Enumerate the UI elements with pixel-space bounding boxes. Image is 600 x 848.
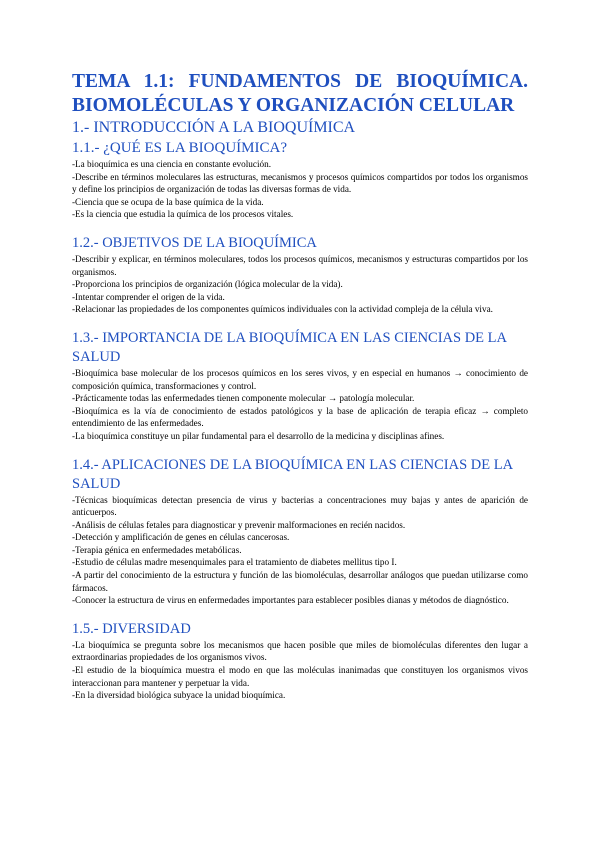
paragraph: -Técnicas bioquímicas detectan presencia de virus y bacterias a concentraciones muy bajas y antes de aparición de anticuerpos. (72, 494, 528, 518)
section-importancia (72, 329, 528, 443)
paragraph: -La bioquímica constituye un pilar fundamental para el desarrollo de la medicina y disciplinas afines. (72, 430, 445, 441)
paragraph: -Bioquímica base molecular de los procesos químicos en los seres vivos, y en especial en humanos → conocimiento de composición química, transformaciones y control. (72, 367, 528, 391)
paragraph: -Ciencia que se ocupa de la base química de la vida. (72, 196, 264, 207)
section-heading: 1.3.- IMPORTANCIA DE LA BIOQUÍMICA EN LAS CIENCIAS DE LA SALUD (72, 329, 507, 365)
paragraph: -Análisis de células fetales para diagnosticar y prevenir malformaciones en recién nacidos. (72, 519, 406, 530)
paragraph: -Proporciona los principios de organización (lógica molecular de la vida). (72, 279, 343, 290)
paragraph: -Conocer la estructura de virus en enfermedades importantes para establecer posibles dianas y métodos de diagnóstico. (72, 595, 509, 606)
section-heading: 1.2.- OBJETIVOS DE LA BIOQUÍMICA (72, 234, 317, 251)
paragraph: -Estudio de células madre mesenquimales para el tratamiento de diabetes mellitus tipo I. (72, 557, 397, 568)
section-heading: 1.1.- ¿QUÉ ES LA BIOQUÍMICA? (72, 140, 287, 156)
section-heading: 1.5.- DIVERSIDAD (72, 620, 191, 637)
paragraph: -Relacionar las propiedades de los componentes químicos individuales con la actividad compleja de la célula viva. (72, 304, 493, 315)
paragraph: -Detección y amplificación de genes en células cancerosas. (72, 532, 290, 543)
title-line-2: BIOMOLÉCULAS Y ORGANIZACIÓN CELULAR (72, 95, 515, 116)
paragraph: -Bioquímica es la vía de conocimiento de estados patológicos y la base de aplicación de terapia eficaz → completo entendimiento de las enfermedades. (72, 405, 528, 429)
paragraph: -Es la ciencia que estudia la química de los procesos vitales. (72, 209, 294, 220)
paragraph: -Intentar comprender el origen de la vida. (72, 291, 225, 302)
intro-heading: 1.- INTRODUCCIÓN A LA BIOQUÍMICA (72, 119, 356, 136)
paragraph: -Terapia génica en enfermedades metabólicas. (72, 544, 242, 555)
paragraph: -La bioquímica es una ciencia en constante evolución. (72, 159, 271, 169)
paragraph: -Describir y explicar, en términos moleculares, todos los procesos químicos, mecanismos y estructuras compartidos por los organismos. (72, 253, 528, 277)
paragraph: -A partir del conocimiento de la estructura y función de las biomoléculas, desarrollar análogos que puedan utilizarse como fármacos. (72, 570, 528, 593)
paragraph: -En la diversidad biológica subyace la unidad bioquímica. (72, 690, 286, 701)
document-page (72, 70, 528, 702)
section-aplicaciones (72, 456, 528, 607)
paragraph: -Describe en términos moleculares las estructuras, mecanismos y procesos químicos compartidos por todos los organismos y define los principios de organización de todas las diversas formas de vida. (72, 171, 528, 195)
paragraph: -La bioquímica se pregunta sobre los mecanismos que hacen posible que miles de biomoléculas diferentes den lugar a extraordinarias propiedades de los organismos vivos. (72, 639, 528, 663)
section-heading: 1.4.- APLICACIONES DE LA BIOQUÍMICA EN LAS CIENCIAS DE LA SALUD (72, 456, 513, 492)
paragraph: -El estudio de la bioquímica muestra el modo en que las moléculas inanimadas que constituyen los organismos vivos interaccionan para mantener y perpetuar la vida. (72, 665, 528, 688)
section-objetivos (72, 234, 528, 316)
section-diversidad (72, 620, 528, 702)
section-que-es (72, 139, 528, 221)
paragraph: -Prácticamente todas las enfermedades tienen componente molecular → patología molecular. (72, 393, 415, 404)
document-title (72, 70, 528, 118)
title-line-1: TEMA 1.1: FUNDAMENTOS DE BIOQUÍMICA. (72, 71, 528, 92)
